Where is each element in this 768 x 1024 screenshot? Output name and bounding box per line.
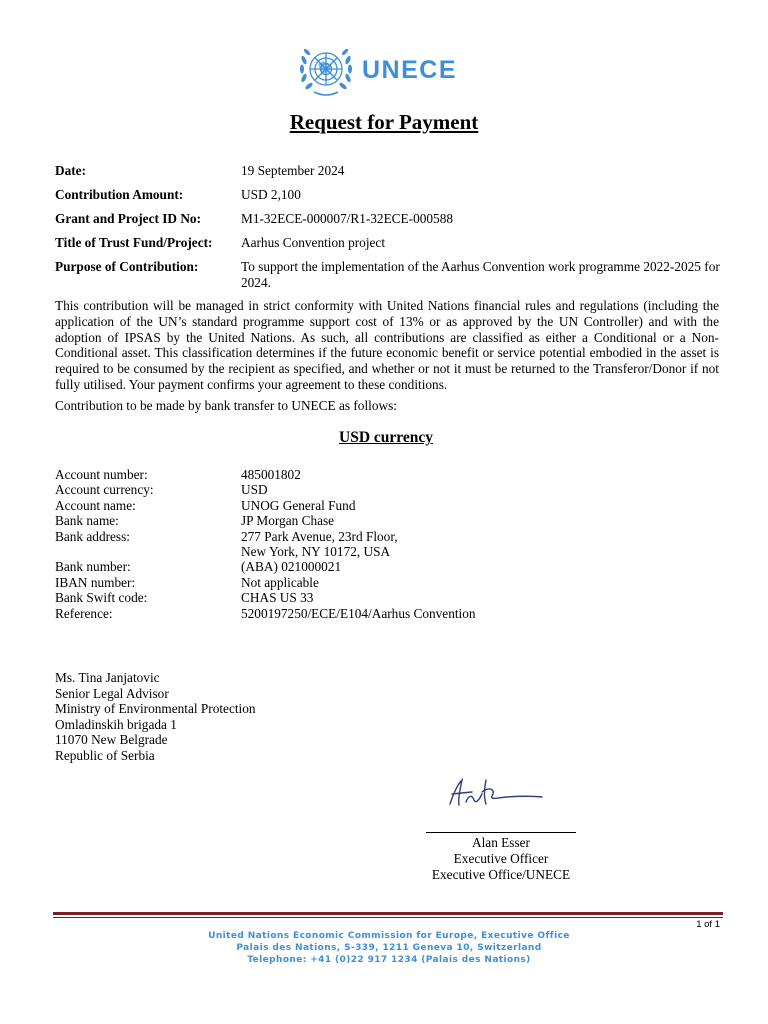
- recipient-line: Ministry of Environmental Protection: [55, 701, 256, 717]
- unece-logo: [296, 40, 457, 100]
- recipient-line: Republic of Serbia: [55, 747, 155, 763]
- currency-heading: USD currency: [339, 429, 433, 446]
- bank-row: [55, 606, 476, 621]
- bank-label: Bank address:: [55, 528, 130, 544]
- signatory-title: Executive Officer: [453, 850, 549, 866]
- bank-label: Bank number:: [55, 559, 131, 575]
- document-title: Request for Payment: [289, 110, 479, 134]
- bank-label: Bank Swift code:: [55, 590, 148, 606]
- detail-label: Date:: [55, 163, 87, 178]
- bank-value: (ABA) 021000021: [241, 559, 342, 575]
- bank-row: [55, 482, 476, 497]
- bank-row: [55, 498, 476, 513]
- bank-label: Bank name:: [55, 513, 119, 529]
- detail-row: [55, 163, 735, 179]
- detail-row: [55, 235, 735, 251]
- detail-value: M1-32ECE-000007/R1-32ECE-000588: [241, 211, 453, 226]
- bank-label: Account name:: [55, 497, 136, 513]
- detail-row: [55, 187, 735, 203]
- bank-label: Reference:: [55, 605, 113, 621]
- bank-row: [55, 559, 476, 574]
- recipient-address: [55, 670, 256, 764]
- bank-row: [55, 590, 476, 605]
- un-emblem-icon: [296, 40, 356, 100]
- bank-label: Account number:: [55, 467, 148, 482]
- detail-value: USD 2,100: [241, 187, 301, 202]
- footer-line: Telephone: +41 (0)22 917 1234 (Palais des Nations): [247, 955, 531, 965]
- footer-line: United Nations Economic Commission for Europe, Executive Office: [208, 931, 570, 941]
- bank-value: CHAS US 33: [241, 590, 314, 606]
- recipient-line: Omladinskih brigada 1: [55, 716, 177, 732]
- bank-label: Account currency:: [55, 482, 154, 498]
- recipient-line: 11070 New Belgrade: [55, 732, 168, 748]
- detail-label: Purpose of Contribution:: [55, 259, 199, 274]
- request-details: [55, 163, 735, 299]
- bank-value: 5200197250/ECE/E104/Aarhus Convention: [241, 605, 476, 621]
- detail-label: Contribution Amount:: [55, 187, 184, 202]
- bank-label: IBAN number:: [55, 574, 136, 590]
- detail-row: [55, 259, 735, 291]
- bank-row: [55, 467, 476, 482]
- signatory-block: [376, 835, 626, 882]
- page-number: 1 of 1: [696, 919, 720, 930]
- detail-label: Title of Trust Fund/Project:: [55, 235, 213, 250]
- detail-row: [55, 211, 735, 227]
- footer-address: [0, 930, 768, 966]
- detail-value: Aarhus Convention project: [241, 235, 386, 250]
- bank-row: [55, 513, 476, 528]
- footer-line: Palais des Nations, S-339, 1211 Geneva 10, Switzerland: [236, 943, 542, 953]
- detail-value: To support the implementation of the Aarhus Convention work programme 2022-2025 for 2024.: [241, 259, 720, 290]
- bank-row: [55, 529, 476, 560]
- handwritten-signature: [440, 772, 550, 812]
- signatory-name: Alan Esser: [472, 835, 530, 850]
- transfer-intro: Contribution to be made by bank transfer to UNECE as follows:: [55, 398, 397, 413]
- bank-row: [55, 575, 476, 590]
- recipient-line: Senior Legal Advisor: [55, 685, 169, 701]
- logo-wordmark: UNECE: [362, 55, 458, 84]
- bank-value: USD: [241, 482, 268, 498]
- bank-value: 277 Park Avenue, 23rd Floor, New York, NY 10172, USA: [241, 528, 398, 560]
- signature-line: [426, 832, 576, 833]
- detail-value: 19 September 2024: [241, 163, 345, 178]
- recipient-line: Ms. Tina Janjatovic: [55, 670, 160, 685]
- bank-value: JP Morgan Chase: [241, 513, 335, 529]
- bank-value: Not applicable: [241, 574, 319, 590]
- detail-label: Grant and Project ID No:: [55, 211, 201, 226]
- bank-details: [55, 467, 476, 621]
- bank-value: 485001802: [241, 467, 301, 482]
- signatory-office: Executive Office/UNECE: [431, 866, 571, 882]
- footer-rule-thin: [53, 917, 723, 918]
- conditions-paragraph: This contribution will be managed in strict conformity with United Nations financial rules and regulations (including the application of the UN’s standard programme support cost of 13% or as approved by the UN Controller) and with the adoption of IPSAS by the United Nations. As such, all contributions are classified as either a Conditional or a Non-Conditional asset. This classification determines if the future economic benefit or service potential embodied in the asset is required to be consumed by the recipient as specified, and whether or not it must be returned to the Transferor/Donor if not fully utilised. Your payment confirms your agreement to these conditions.: [55, 298, 719, 392]
- bank-value: UNOG General Fund: [241, 497, 356, 513]
- footer-rule: [53, 912, 723, 915]
